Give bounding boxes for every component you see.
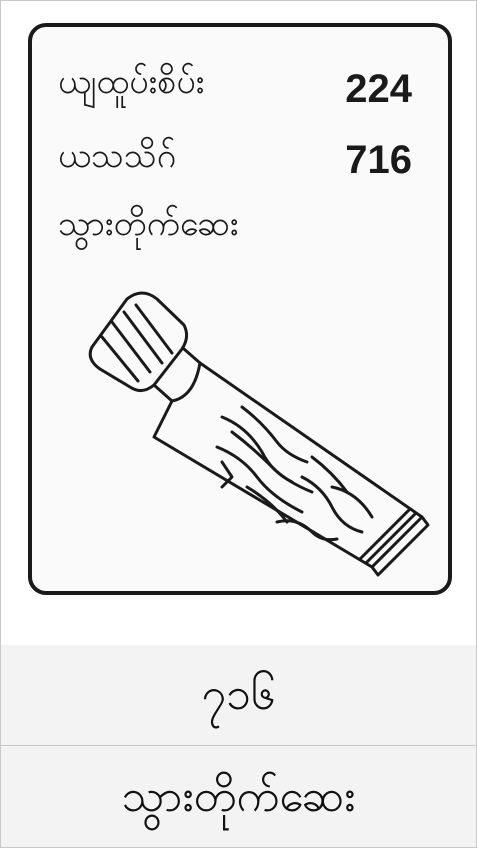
caption-word-text: သွားတိုက်ဆေး [121, 770, 356, 822]
card-line-3-label: သွားတိုက်ဆေး [58, 204, 239, 244]
flashcard [28, 23, 452, 595]
card-line-2-number: 716 [345, 138, 412, 182]
caption-number-text: ၇၁၆ [201, 669, 276, 720]
caption-number [1, 645, 476, 746]
card-line-1-label: ယျထူပ်းစိပ်း [58, 62, 205, 102]
toothpaste-tube-icon [72, 277, 432, 577]
card-line-2-label: ယသသိဂ် [58, 136, 177, 176]
flashcard-image-area [1, 1, 476, 646]
caption-word [1, 746, 476, 847]
card-line-1-number: 224 [345, 67, 412, 111]
